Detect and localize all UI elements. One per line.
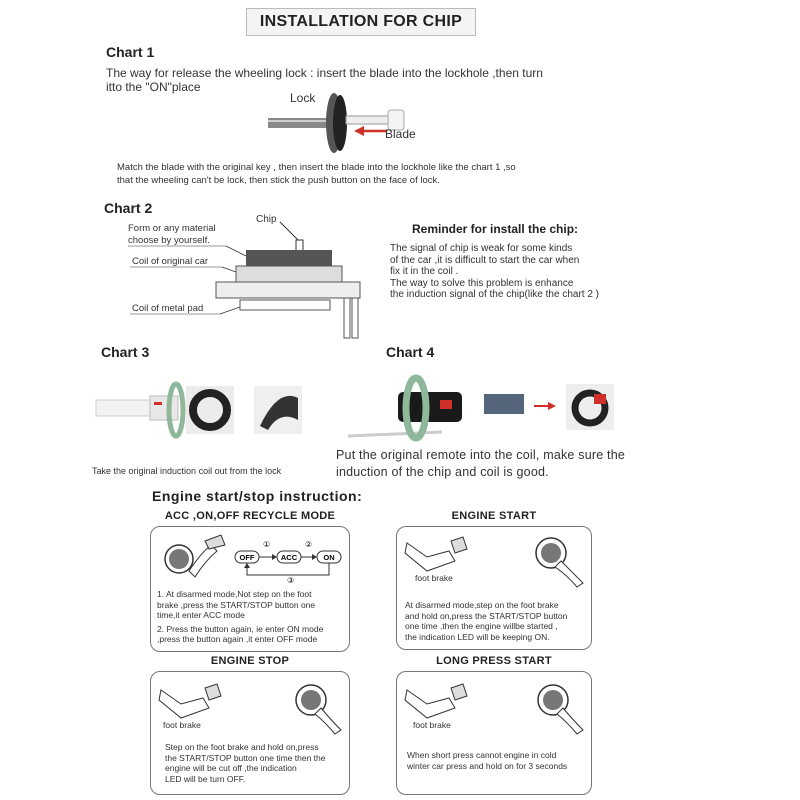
acc-diagram [159,531,345,585]
arrow-off-acc-head [272,554,277,560]
chip-label: Chip [256,214,277,225]
pressing-hand-icon [315,708,341,734]
start-description [405,600,567,642]
remote-red-button [440,400,452,409]
chip-photo [484,394,524,414]
chart1-lock-illustration [262,84,422,156]
brake-pedal-icon [205,535,225,549]
chart1-match-line2: that the wheeling can't be lock, then stick the push button on the face of lock. [117,175,440,186]
reminder-text [390,243,599,301]
chart4-heading: Chart 4 [386,344,435,360]
reminder-line: of the car ,it is difficult to start the car when [390,254,580,266]
start-button-inner [301,690,321,710]
form-material-block [246,250,332,266]
brake-pedal-icon [451,684,467,700]
arrow-on-off [247,563,329,575]
start-line: the indication LED will be keeping ON. [405,631,550,642]
brake-pedal-icon [205,684,221,700]
chart1-text-line2: itto the "ON"place [106,80,201,94]
lock-red-mark [154,402,162,405]
step2-marker: ② [305,540,313,549]
acc-description [157,589,323,645]
column-left [344,298,350,338]
acc-line: ,press the button again ,it enter OFF mode [157,634,318,644]
lock-shaft-highlight [268,120,328,122]
start-line: one time ,then the engine willbe started , [405,621,558,631]
brake-pedal-icon [451,537,467,553]
metal-pad-block [240,300,330,310]
blade-body [346,116,388,124]
acc-panel-title: ACC ,ON,OFF RECYCLE MODE [164,510,336,522]
lock-shaft [268,118,328,128]
foot-brake-label: foot brake [415,573,453,583]
start-panel-title: ENGINE START [451,510,537,522]
reminder-title: Reminder for install the chip: [412,222,579,236]
stop-line: engine will be cut off ,the indication [165,763,297,773]
foot-icon [159,690,209,718]
coil-photo-red [594,394,606,404]
start-button-inner [543,690,563,710]
chart3-caption: Take the original induction coil out from the lock [92,466,282,476]
step3-marker: ③ [287,576,295,585]
engine-heading: Engine start/stop instruction: [152,488,363,504]
lock-disc-front [333,95,347,151]
long-description [407,750,567,771]
coil-metal-label: Coil of metal pad [132,303,204,314]
long-line: winter car press and hold on for 3 seconds [407,760,568,771]
stop-diagram [155,676,347,738]
acc-line: 1. At disarmed mode,Not step on the foot [157,589,312,599]
page-title: INSTALLATION FOR CHIP [246,8,476,36]
chart2-coil-diagram [124,208,374,348]
chip-pointer [280,222,298,240]
stop-panel [150,671,350,795]
on-mode-label: ON [323,553,335,562]
chart1-heading: Chart 1 [106,44,155,60]
start-panel [396,526,592,650]
chart3-illustration [92,380,310,440]
reminder-line: The signal of chip is weak for some kinds [390,243,573,254]
coil-car-pointer [222,267,236,272]
arrow-head [548,402,556,410]
step1-marker: ① [263,540,271,549]
reminder-line: the induction signal of the chip(like the chart 2 ) [390,289,600,300]
foot-brake-label: foot brake [413,720,451,730]
pressing-hand-icon [557,708,583,734]
reminder-line: The way to solve this problem is enhance [390,277,574,289]
chart1-match-line1: Match the blade with the original key , then insert the blade into the lockhole like the chart 1 ,so [117,162,516,173]
acc-line: brake ,press the START/STOP button one [157,599,316,610]
long-panel [396,671,592,795]
foot-brake-label: foot brake [163,720,201,730]
start-line: and hold on,press the START/STOP button [405,610,568,621]
acc-panel [150,526,350,652]
start-button-inner [541,543,561,563]
column-right [352,298,358,338]
lock-collar [150,396,178,420]
stop-line: LED will be turn OFF. [165,773,246,784]
chart3-heading: Chart 3 [101,344,150,360]
off-mode-label: OFF [239,553,255,562]
start-line: At disarmed mode,step on the foot brake [405,600,559,610]
blade-arrow-head [354,126,364,136]
chart4-caption-line2: induction of the chip and coil is good. [336,465,549,479]
start-button-inner [169,549,189,569]
stop-line: the START/STOP button one time then the [165,752,326,763]
chart4-illustration [346,374,620,442]
original-coil-block [236,266,342,282]
arrow-acc-on-head [312,554,317,560]
chart4-caption-line1: Put the original remote into the coil, make sure the [336,448,626,462]
pressing-hand-icon [555,561,583,587]
stop-description [165,742,326,784]
lock-label: Lock [290,91,316,105]
chart4-caption [336,447,625,481]
foot-icon [405,543,455,571]
acc-mode-label: ACC [280,553,298,562]
long-panel-title: LONG PRESS START [436,655,552,667]
stop-line: Step on the foot brake and hold on,press [165,742,319,752]
coil-car-label: Coil of original car [132,256,209,267]
coil-metal-pointer [220,307,240,314]
chart2-heading: Chart 2 [104,200,153,216]
blade-label: Blade [385,127,416,141]
foot-icon [405,690,455,718]
start-diagram [401,531,589,591]
reminder-line: fix it in the coil . [390,266,459,277]
long-diagram [401,676,589,738]
form-pointer [226,246,246,256]
long-line: When short press cannot engine in cold [407,750,557,760]
form-label-1: Form or any material [128,223,216,234]
arrow-on-off-head [244,563,250,568]
stop-panel-title: ENGINE STOP [210,655,290,667]
chart1-text-line1: The way for release the wheeling lock : insert the blade into the lockhole ,then turn [106,66,543,80]
acc-line: time,it enter ACC mode [157,610,245,620]
coil-wire [348,432,442,436]
housing-block [216,282,360,298]
acc-line: 2. Press the button again, ie enter ON mode [157,623,324,634]
form-label-2: choose by yourself. [128,235,210,246]
